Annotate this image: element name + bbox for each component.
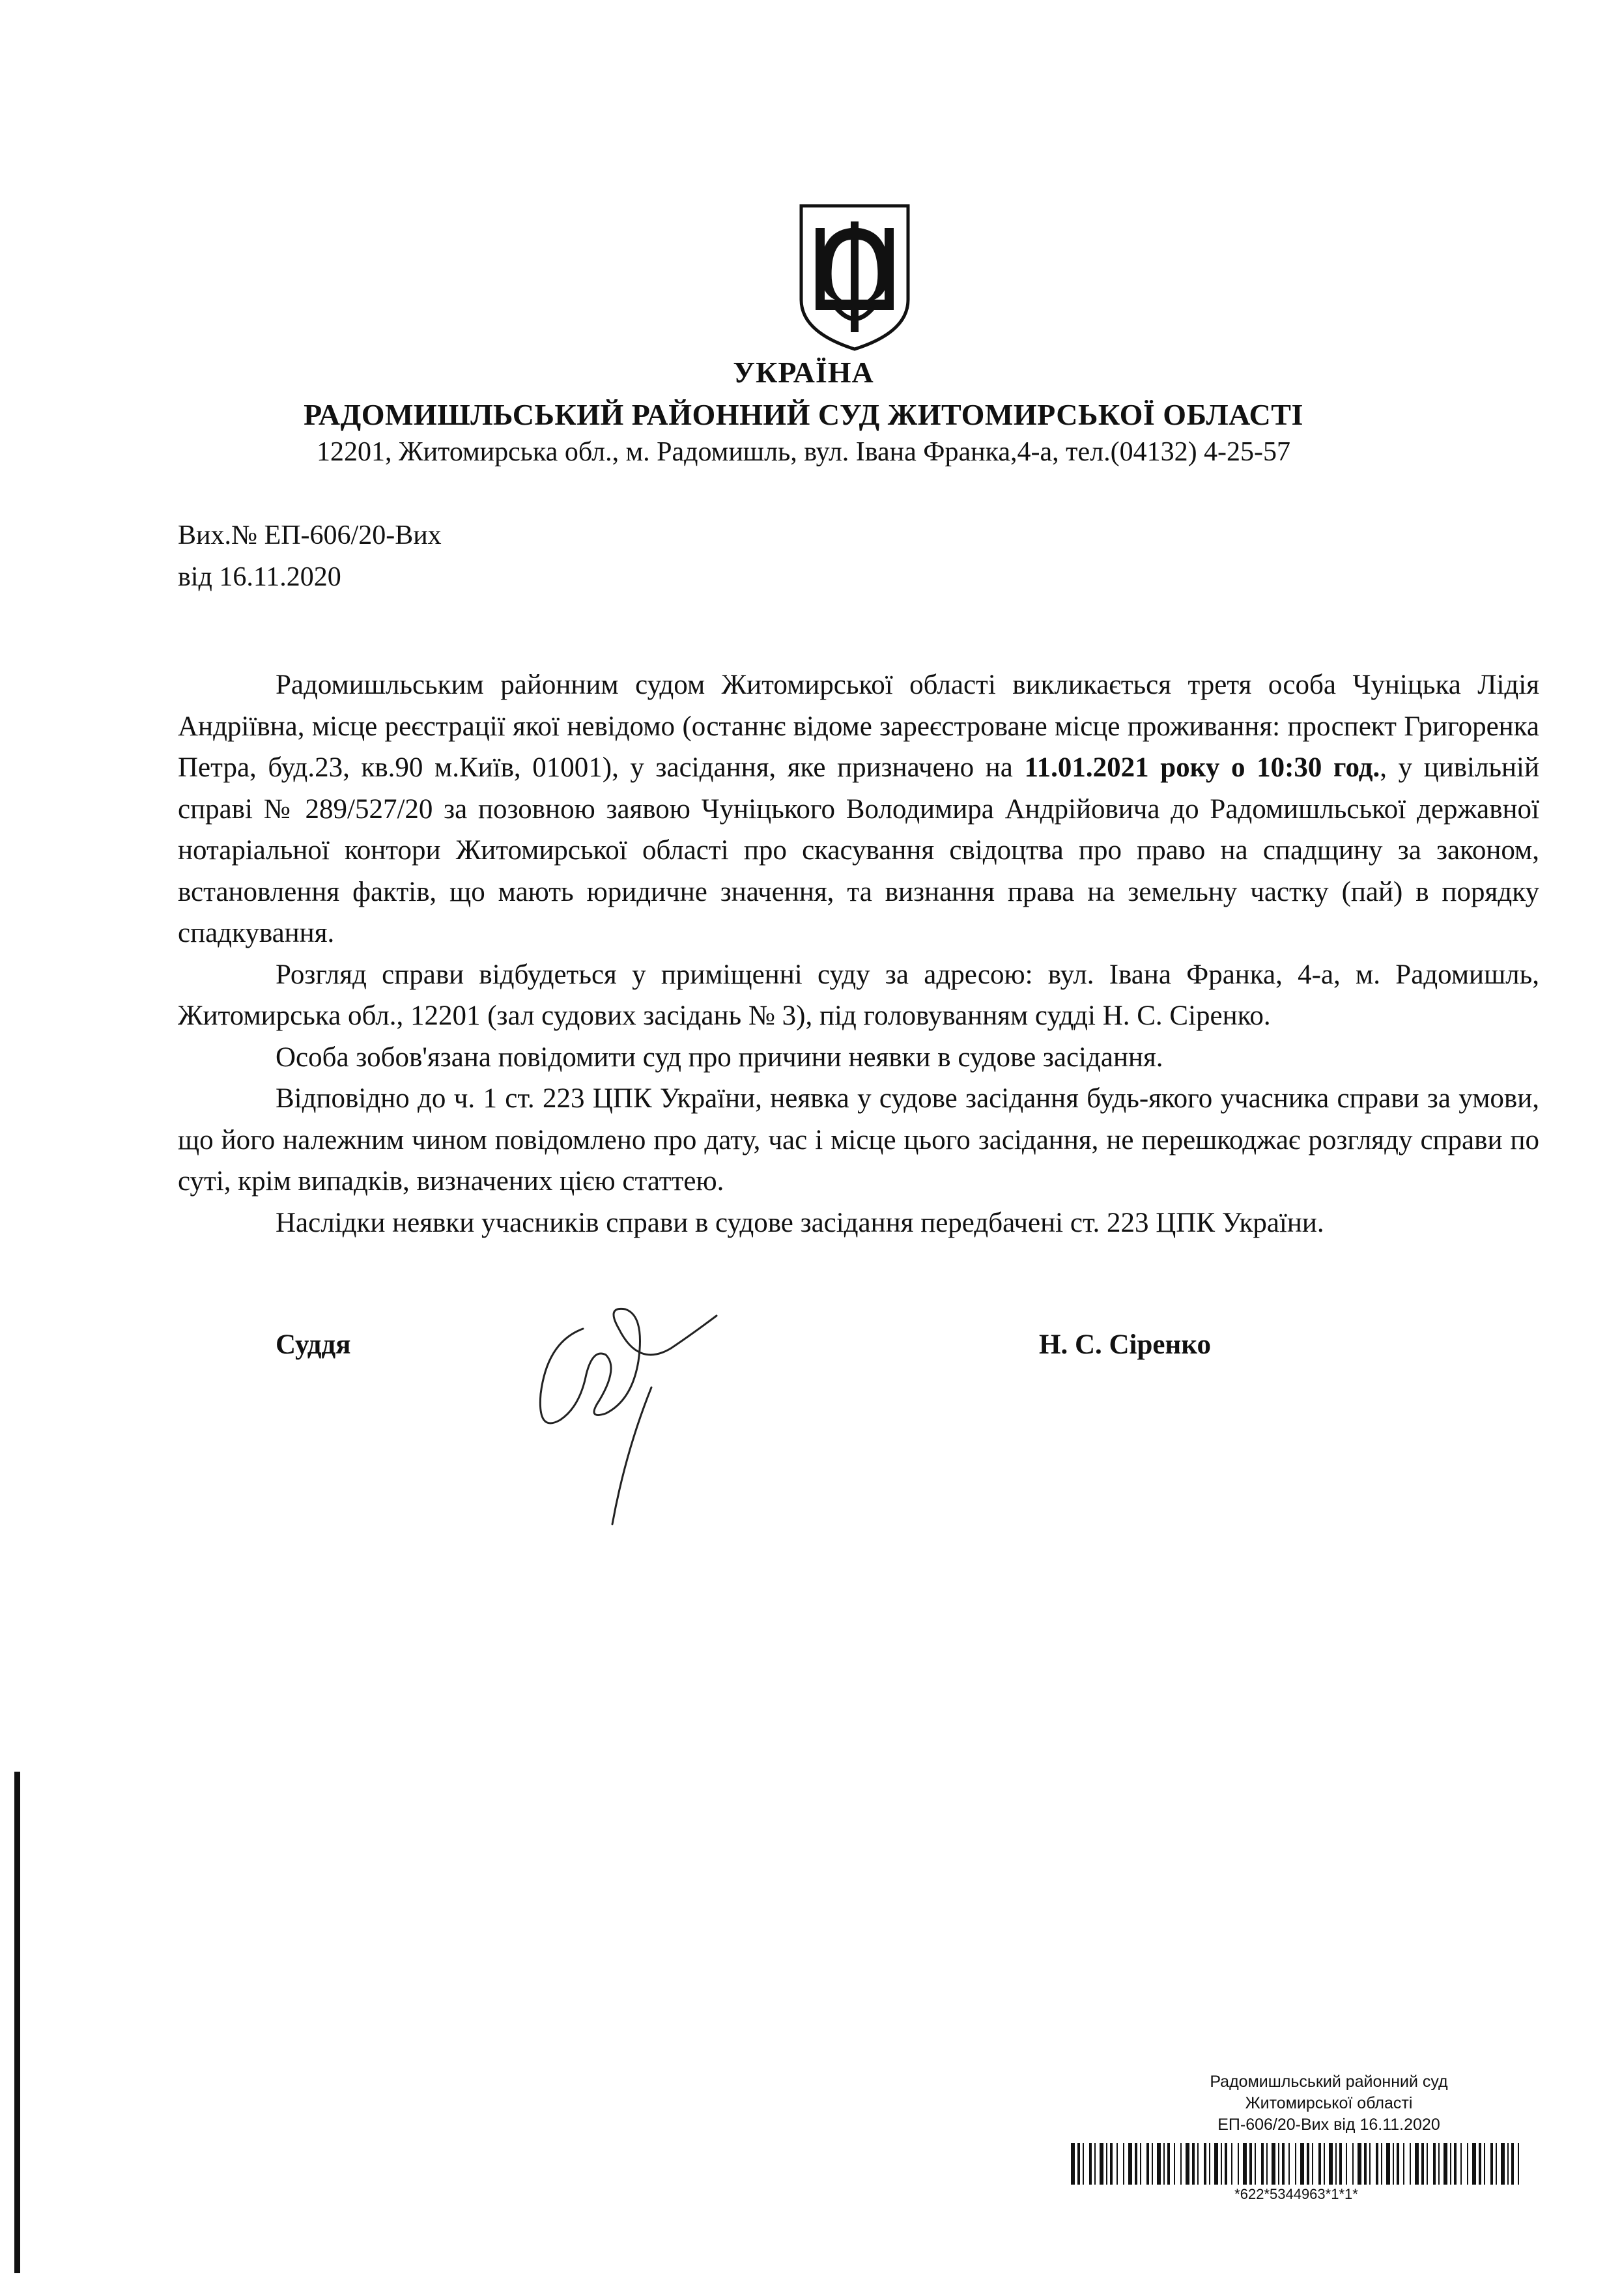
barcode-bar	[1123, 2143, 1124, 2185]
barcode-bar	[1295, 2143, 1296, 2185]
barcode-bar	[1421, 2143, 1424, 2185]
barcode-bar	[1450, 2143, 1451, 2185]
barcode-bar	[1460, 2143, 1462, 2185]
outgoing-reference	[178, 515, 442, 598]
judge-name: Н. С. Сіренко	[1039, 1329, 1211, 1360]
barcode-bar	[1197, 2143, 1199, 2185]
barcode-bar	[1329, 2143, 1333, 2185]
paragraph-location: Розгляд справи відбудеться у приміщенні суду за адресою: вул. Івана Франка, 4-а, м. Радомишль, Житомирська обл., 12201 (зал судових засідань № 3), під головуванням судді Н. С. Сіренко.	[178, 959, 1539, 1031]
barcode-bar	[1180, 2143, 1182, 2185]
stamp-region: Житомирської області	[1245, 2094, 1413, 2112]
barcode-bar	[1300, 2143, 1304, 2185]
barcode-bar	[1243, 2143, 1247, 2185]
barcode-bar	[1231, 2143, 1232, 2185]
barcode-bar	[1381, 2143, 1382, 2185]
barcode-bar	[1467, 2143, 1468, 2185]
summons-text-part: Радомишльським районним судом Житомирської області викликається третя особа Чуніцька Лідія Андріївна, місце реєстрації якої невідомо (останнє відоме зареєстроване місце проживання: проспект Григоренка Петра, буд.23, кв.90 м.Київ, 01001), у засідання, яке призначено на	[178, 670, 1539, 783]
barcode-bar	[1346, 2143, 1347, 2185]
paragraph-consequences: Наслідки неявки учасників справи в судове засідання передбачені ст. 223 ЦПК України.	[276, 1207, 1324, 1238]
barcode-bar	[1209, 2143, 1210, 2185]
barcode-bar	[1324, 2143, 1325, 2185]
barcode-bar	[1192, 2143, 1195, 2185]
barcode-bar	[1089, 2143, 1092, 2185]
barcode-bar	[1397, 2143, 1399, 2185]
barcode-bar	[1479, 2143, 1481, 2185]
barcode-bar	[1146, 2143, 1149, 2185]
barcode-bar	[1358, 2143, 1361, 2185]
paragraph-summons	[178, 664, 1539, 954]
handwritten-signature	[521, 1290, 743, 1531]
court-address: 12201, Житомирська обл., м. Радомишль, вул. Івана Франка,4-а, тел.(04132) 4-25-57	[316, 437, 1291, 467]
barcode-bar	[1094, 2143, 1096, 2185]
barcode-bar	[1507, 2143, 1509, 2185]
barcode-bar	[1364, 2143, 1367, 2185]
registration-stamp	[1107, 2071, 1550, 2136]
scan-edge-mark	[14, 1772, 20, 2273]
barcode-bar	[1163, 2143, 1165, 2185]
barcode-bar	[1501, 2143, 1505, 2185]
barcode-bar	[1427, 2143, 1428, 2185]
barcode-bar	[1410, 2143, 1411, 2185]
barcode-bar	[1376, 2143, 1378, 2185]
barcode-bar	[1272, 2143, 1275, 2185]
barcode-bar	[1204, 2143, 1206, 2185]
barcode-bar	[1511, 2143, 1514, 2185]
barcode-bar	[1214, 2143, 1218, 2185]
barcode-bar	[1140, 2143, 1141, 2185]
barcode-bar	[1083, 2143, 1084, 2185]
barcode-bar	[1393, 2143, 1394, 2185]
barcode-number: *622*5344963*1*1*	[1234, 2186, 1358, 2202]
barcode-bar	[1100, 2143, 1103, 2185]
barcode-bar	[1288, 2143, 1290, 2185]
barcode-bar	[1490, 2143, 1493, 2185]
barcode-bar	[1135, 2143, 1137, 2185]
barcode-bar	[1238, 2143, 1239, 2185]
barcode-bar	[1128, 2143, 1132, 2185]
barcode-bar	[1116, 2143, 1118, 2185]
barcode-bar	[1312, 2143, 1313, 2185]
barcode-bar	[1077, 2143, 1080, 2185]
paragraph-law: Відповідно до ч. 1 ст. 223 ЦПК України, неявка у судове засідання будь-якого учасника справи за умови, що його належним чином повідомлено про дату, час і місце цього засідання, не перешкоджає розгляду справи по суті, крім випадків, визначених цією статтею.	[178, 1083, 1539, 1197]
barcode-bar	[1415, 2143, 1419, 2185]
barcode-bar	[1282, 2143, 1285, 2185]
barcode-bar	[1443, 2143, 1447, 2185]
barcode-bar	[1249, 2143, 1252, 2185]
judge-label: Суддя	[276, 1329, 351, 1360]
barcode-bar	[1266, 2143, 1268, 2185]
barcode-bar	[1221, 2143, 1222, 2185]
barcode-bar	[1186, 2143, 1189, 2185]
barcode-bar	[1472, 2143, 1476, 2185]
barcode-bar	[1518, 2143, 1519, 2185]
barcode-bar	[1433, 2143, 1436, 2185]
barcode-bar	[1318, 2143, 1321, 2185]
hearing-datetime: 11.01.2021 року о 10:30 год.	[1024, 752, 1380, 783]
barcode-bar	[1454, 2143, 1457, 2185]
barcode-bar	[1369, 2143, 1371, 2185]
barcode-bar	[1255, 2143, 1256, 2185]
barcode-bar	[1071, 2143, 1075, 2185]
barcode-bar	[1167, 2143, 1170, 2185]
barcode-bar	[1484, 2143, 1485, 2185]
stamp-court: Радомишльський районний суд	[1210, 2073, 1448, 2091]
barcode	[1068, 2143, 1524, 2185]
outgoing-number: Вих.№ ЕП-606/20-Вих	[178, 520, 442, 550]
country-title: УКРАЇНА	[733, 356, 874, 389]
barcode-bar	[1403, 2143, 1404, 2185]
barcode-bar	[1307, 2143, 1309, 2185]
barcode-bar	[1335, 2143, 1337, 2185]
barcode-bar	[1386, 2143, 1390, 2185]
barcode-bar	[1261, 2143, 1264, 2185]
letter-body	[178, 664, 1539, 1243]
barcode-bar	[1278, 2143, 1279, 2185]
barcode-bar	[1352, 2143, 1354, 2185]
coat-of-arms-icon	[796, 202, 913, 352]
stamp-reference: ЕП-606/20-Вих від 16.11.2020	[1217, 2116, 1440, 2134]
barcode-bar	[1157, 2143, 1161, 2185]
barcode-bar	[1110, 2143, 1113, 2185]
barcode-bar	[1339, 2143, 1342, 2185]
barcode-bar	[1106, 2143, 1107, 2185]
barcode-bar	[1496, 2143, 1497, 2185]
barcode-bar	[1174, 2143, 1175, 2185]
barcode-bar	[1152, 2143, 1153, 2185]
outgoing-date: від 16.11.2020	[178, 562, 341, 592]
summons-text-part: , у цивільній справі № 289/527/20 за позовною заявою Чуніцького Володимира Андрійовича до Радомишльської державної нотаріальної контори Житомирської області про скасування свідоцтва про право на спадщину за законом, встановлення фактів, що мають юридичне значення, та визнання права на земельну частку (пай) в порядку спадкування.	[178, 752, 1540, 948]
barcode-bar	[1225, 2143, 1227, 2185]
court-title: РАДОМИШЛЬСЬКИЙ РАЙОННИЙ СУД ЖИТОМИРСЬКОЇ ОБЛАСТІ	[304, 398, 1303, 431]
barcode-bar	[1438, 2143, 1440, 2185]
paragraph-obligation: Особа зобов'язана повідомити суд про причини неявки в судове засідання.	[276, 1042, 1163, 1073]
